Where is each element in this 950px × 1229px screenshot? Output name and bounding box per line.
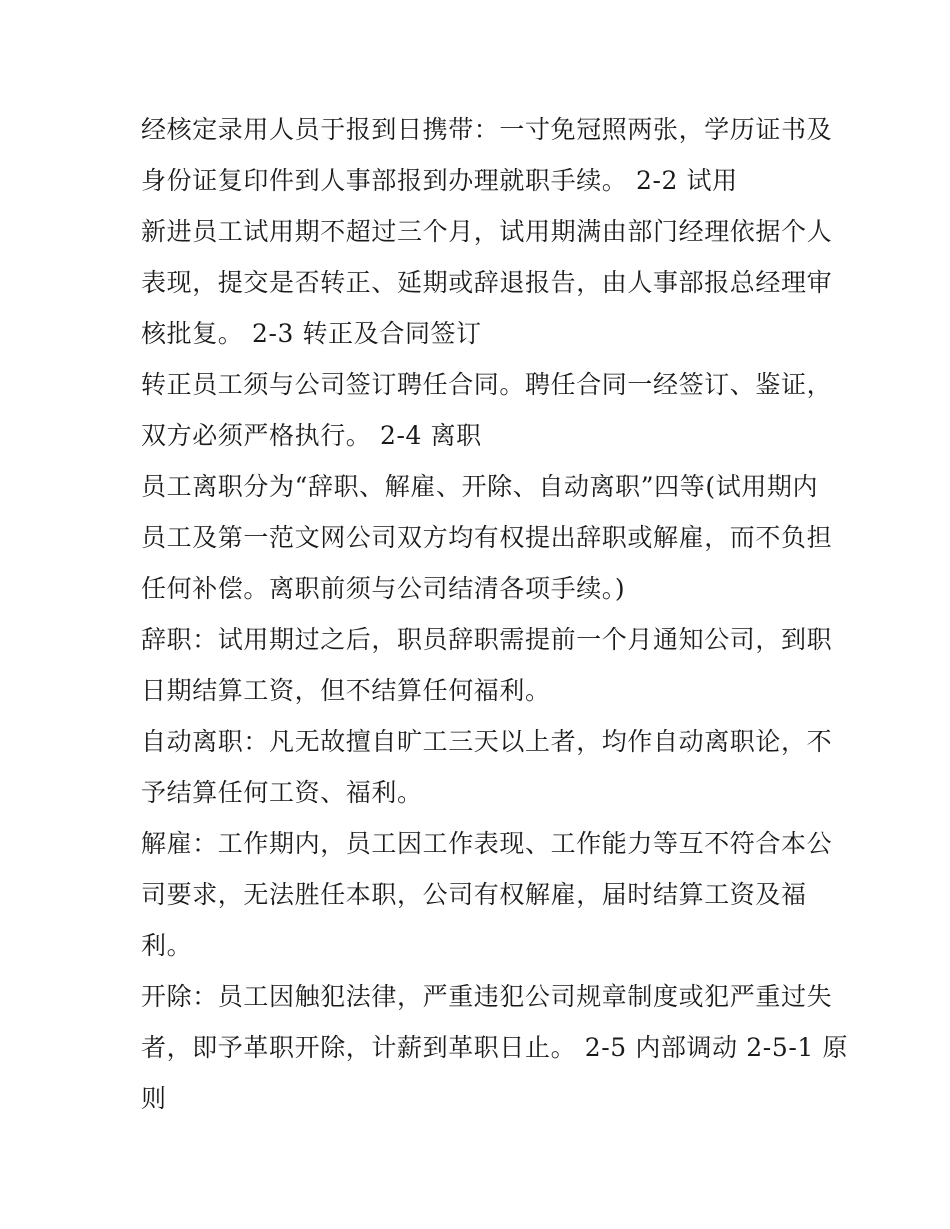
text-line: 开除：员工因触犯法律，严重违犯公司规章制度或犯严重过失	[141, 982, 833, 1011]
text-line: 日期结算工资，但不结算任何福利。	[141, 676, 551, 705]
text-line: 解雇：工作期内，员工因工作表现、工作能力等互不符合本公	[141, 829, 833, 858]
text-line: 表现，提交是否转正、延期或辞退报告，由人事部报总经理审	[141, 268, 833, 297]
text-line: 利。	[141, 931, 193, 960]
text-line: 身份证复印件到人事部报到办理就职手续。 2-2 试用	[141, 166, 738, 195]
text-line: 员工离职分为“辞职、解雇、开除、自动离职”四等(试用期内	[141, 472, 819, 501]
text-line: 辞职：试用期过之后，职员辞职需提前一个月通知公司，到职	[141, 625, 833, 654]
text-line: 转正员工须与公司签订聘任合同。聘任合同一经签订、鉴证，	[141, 370, 833, 399]
text-line: 新进员工试用期不超过三个月，试用期满由部门经理依据个人	[141, 217, 833, 246]
document-body	[141, 104, 849, 1124]
text-line: 则	[141, 1084, 167, 1113]
text-line: 自动离职：凡无故擅自旷工三天以上者，均作自动离职论，不	[141, 727, 833, 756]
text-line: 员工及第一范文网公司双方均有权提出辞职或解雇，而不负担	[141, 523, 833, 552]
text-line: 者，即予革职开除，计薪到革职日止。 2-5 内部调动 2-5-1 原	[141, 1033, 849, 1062]
text-line: 予结算任何工资、福利。	[141, 778, 423, 807]
text-line: 双方必须严格执行。 2-4 离职	[141, 421, 482, 450]
text-line: 司要求，无法胜任本职，公司有权解雇，届时结算工资及福	[141, 880, 807, 909]
text-line: 经核定录用人员于报到日携带：一寸免冠照两张，学历证书及	[141, 115, 833, 144]
text-line: 任何补偿。离职前须与公司结清各项手续。)	[141, 574, 626, 603]
text-line: 核批复。 2-3 转正及合同签订	[141, 319, 482, 348]
